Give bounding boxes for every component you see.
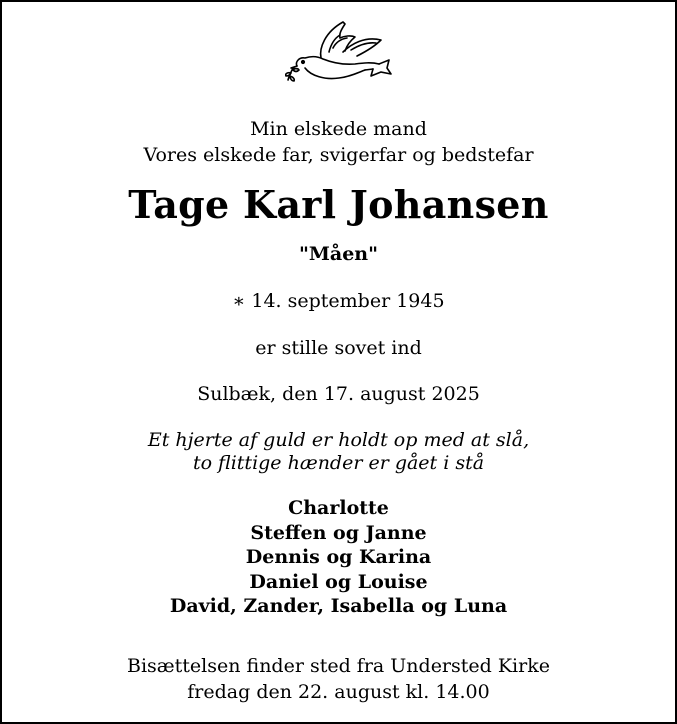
family-list [2,496,675,619]
funeral-info [2,653,675,705]
family-member: Dennis og Karina [245,546,432,568]
funeral-line-1: Bisættelsen finder sted fra Understed Kirke [127,655,550,677]
intro-line-1: Min elskede mand [250,118,427,140]
family-member: Steffen og Janne [250,521,427,544]
intro-text [2,116,675,168]
family-member: David, Zander, Isabella og Luna [169,595,508,617]
passed-text: er stille sovet ind [255,337,422,359]
funeral-line-2: fredag den 22. august kl. 14.00 [187,681,490,703]
nickname: "Måen" [298,243,379,265]
verse-line-1: Et hjerte af guld er holdt op med at slå, [147,429,530,451]
intro-line-2: Vores elskede far, svigerfar og bedstefar [143,144,534,166]
dove-icon [285,18,393,84]
verse [2,429,675,475]
birth-line [2,290,675,312]
family-member: Daniel og Louise [249,570,428,593]
place-date: Sulbæk, den 17. august 2025 [197,383,480,405]
verse-line-2: to flittige hænder er gået i stå [192,452,485,474]
birth-star-icon: ∗ [232,290,246,312]
birth-date: 14. september 1945 [251,290,445,312]
family-member: Charlotte [288,497,389,519]
deceased-name: Tage Karl Johansen [128,182,549,227]
